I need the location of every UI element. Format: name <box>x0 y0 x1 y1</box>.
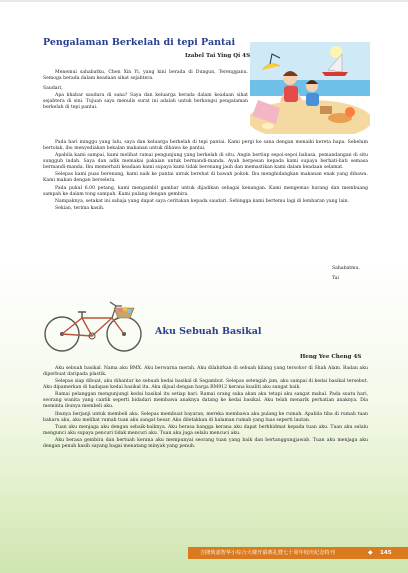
paragraph: Pada pukul 6.00 petang, kami mengambil gambar untuk dijadikan sebagai kenangan. Kami mengemas barang dan membuang sampah ke dalam tong sampah. Kami pulang dengan gembira. <box>43 185 368 197</box>
signature-line-2: Tai <box>332 276 339 281</box>
paragraph: Ramai pelanggan mengunjungi kedai basikal itu setiap hari. Ramai orang suka akan aku tetapi aku sangat mahal. Pada suatu hari, seorang wanita yang cantik seperti bidadari membawa anaknya datang ke kedai basikal. Aku telah menarik perhatian anaknya. Dia meminta ibunya membeli aku. <box>43 392 368 410</box>
paragraph: Sekian, terima kasih. <box>55 205 105 211</box>
article-2-author: Heng Yee Cheng 4S <box>300 354 362 360</box>
footer-text: 吉隆坡嘉智华小综合大楼开幕典礼暨七十周年校庆纪念特刊 <box>200 550 335 556</box>
bicycle-illustration <box>40 296 150 354</box>
paragraph: Apabila kami sampai, kami melihat ramai pengunjung yang berkelah di situ. Angin bertiup sepoi-sepoi bahasa, pemandangan di situ sungguh indah. Saya dan adik memakai pakaian untuk bermandi-manda. Ayah berpesan kepada kami supaya berhati-hati semasa bermandi-manda. Ibu memerhati keadaan kami supaya kami tidak berenang jauh dan memastikan kami dalam keadaan selamat. <box>43 153 368 171</box>
top-rule <box>0 0 408 2</box>
paragraph: Aku sebuah basikal. Nama aku BMX. Aku berwarna merah. Aku dilahirkan di sebuah kilang yang tersohor di Shah Alam. Badan aku diperbuat daripada plastik. <box>43 366 368 377</box>
article-1-title: Pengalaman Berkelah di tepi Pantai <box>43 37 236 48</box>
article-1-author: Izabel Tai Ying Qi 4S <box>185 53 251 59</box>
paragraph: Nampaknya, setakat ini sahaja yang dapat saya ceritakan kepada saudari. Sehingga kami bertemu lagi di lembaran yang lain. <box>55 198 350 204</box>
paragraph: Menemui sahabatku, Chen Xin Yi, yang kini berada di Dungun, Terengganu. Semoga berada dalam keadaan sihat sejahtera. <box>43 70 248 81</box>
paragraph: Apa khabar saudara di sana? Saya dan keluarga berada dalam keadaan sihat sejahtera di sini. Tujuan saya menulis surat ini adalah untuk berkongsi pengalaman berkelah di tepi pantai. <box>43 93 248 111</box>
article-1-body <box>43 140 368 213</box>
greeting: Saudari, <box>43 86 63 91</box>
article-2-body <box>43 366 368 451</box>
paragraph: Pada hari minggu yang lalu, saya dan keluarga berkelah di tepi pantai. Kami pergi ke sana dengan menaiki kereta bapa. Sebelum bertolak, ibu menyediakan bekalan makanan untuk dibawa ke pantai. <box>43 140 368 151</box>
signature-line-1: Sahabatmu, <box>332 266 360 271</box>
paragraph: Ibunya berjanji untuk membeli aku. Selepas membuat bayaran, mereka membawa aku pulang ke rumah. Apabila tiba di rumah tuan baharu aku, aku melihat rumah tuan aku sangat besar. Aku diletakkan di halaman rumah yang luas seperti lautan. <box>43 411 368 423</box>
paragraph: Aku berasa gembira dan bertuah kerana aku mempunyai seorang tuan yang baik dan bertanggungjawab. Tuan aku menjaga aku dengan penuh kasih sayang bagai menatang minyak yang penuh. <box>43 437 368 449</box>
beach-picnic-illustration <box>250 42 370 134</box>
paragraph: Selepas kami puas berenang, kami naik ke pantai untuk berehat di bawah pokok. Ibu menghidangkan makanan enak yang dibawa. Kami makan dengan berselera. <box>43 172 368 184</box>
footer-bar <box>188 547 408 559</box>
article-2-title: Aku Sebuah Basikal <box>155 326 262 337</box>
paragraph: Selepas siap dibuat, aku dihantar ke sebuah kedai basikal di Segambut. Selepas setengah jam, aku sampai di kedai basikal tersebut. Aku dipamerkan di hadapan kedai basikal itu. Aku dijual dengan harga RM912 kerana kualiti aku sangat baik. <box>43 379 368 391</box>
page-number: 145 <box>380 550 392 556</box>
paragraph: Tuan aku menjaga aku dengan sebaik-baiknya. Aku berasa bangga kerana aku dapat berkhidmat kepada tuan aku. Tuan aku selalu mengunci aku supaya pencuri tidak mencuri aku. Tuan aku juga selalu mencuci aku. <box>43 424 368 436</box>
footer-separator-icon: ◆ <box>368 549 373 556</box>
article-1-intro <box>43 70 248 112</box>
